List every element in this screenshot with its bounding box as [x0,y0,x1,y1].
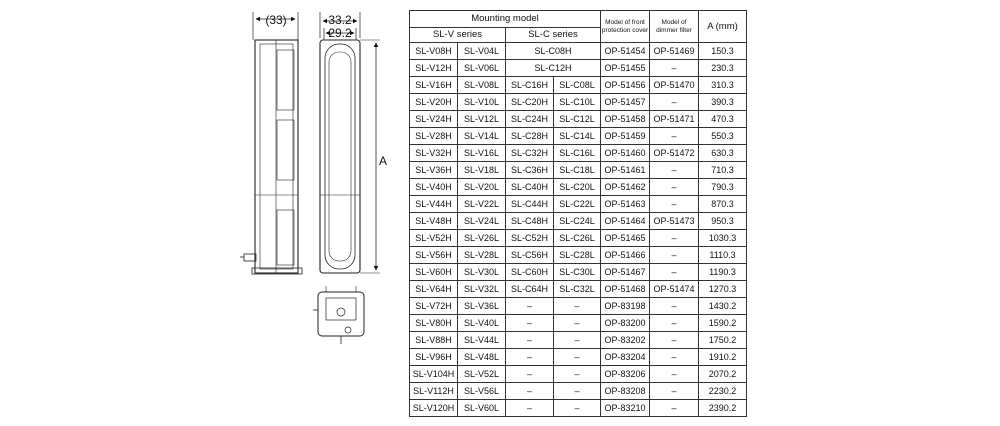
table-row [410,383,747,400]
cell-slv-l-model: SL-V10L [458,94,506,111]
cell-slv-h-model: SL-V72H [410,298,458,315]
cell-front-cover-model: OP-51458 [601,111,650,128]
cell-dimmer-filter-model: – [650,162,699,179]
cell-a-mm: 1110.3 [699,247,747,264]
cell-a-mm: 470.3 [699,111,747,128]
cell-slc-l-model: – [554,315,601,332]
cell-slv-l-model: SL-V52L [458,366,506,383]
cell-slc-model: SL-C12H [506,60,601,77]
cell-a-mm: 550.3 [699,128,747,145]
cell-slv-h-model: SL-V80H [410,315,458,332]
cell-slc-l-model: SL-C24L [554,213,601,230]
cell-front-cover-model: OP-51463 [601,196,650,213]
cell-a-mm: 1270.3 [699,281,747,298]
cell-slc-h-model: SL-C36H [506,162,554,179]
cell-dimmer-filter-model: – [650,94,699,111]
cell-slv-l-model: SL-V60L [458,400,506,417]
table-row [410,128,747,145]
table-row [410,400,747,417]
cell-slc-h-model: SL-C48H [506,213,554,230]
cell-front-cover-model: OP-51467 [601,264,650,281]
cell-a-mm: 230.3 [699,60,747,77]
cell-slv-l-model: SL-V04L [458,43,506,60]
cell-slc-h-model: SL-C20H [506,94,554,111]
cell-slc-h-model: SL-C24H [506,111,554,128]
cell-slv-h-model: SL-V12H [410,60,458,77]
cell-front-cover-model: OP-51465 [601,230,650,247]
section-view [313,286,364,344]
cell-slv-l-model: SL-V22L [458,196,506,213]
cell-dimmer-filter-model: OP-51470 [650,77,699,94]
cell-slv-l-model: SL-V48L [458,349,506,366]
cell-dimmer-filter-model: – [650,400,699,417]
table-row [410,196,747,213]
cell-slv-l-model: SL-V28L [458,247,506,264]
cell-slv-h-model: SL-V56H [410,247,458,264]
cell-dimmer-filter-model: – [650,383,699,400]
cell-front-cover-model: OP-51468 [601,281,650,298]
cell-slv-l-model: SL-V24L [458,213,506,230]
cell-slc-l-model: SL-C10L [554,94,601,111]
cell-dimmer-filter-model: – [650,230,699,247]
cell-front-cover-model: OP-51462 [601,179,650,196]
cell-slv-h-model: SL-V20H [410,94,458,111]
cell-a-mm: 2230.2 [699,383,747,400]
table-row [410,349,747,366]
dim-width-inner-label: 29.2 [328,26,352,40]
cell-slc-h-model: – [506,349,554,366]
cell-a-mm: 1750.2 [699,332,747,349]
cell-slv-h-model: SL-V48H [410,213,458,230]
cell-slv-h-model: SL-V16H [410,77,458,94]
table-row [410,332,747,349]
cell-dimmer-filter-model: – [650,349,699,366]
cell-slv-l-model: SL-V12L [458,111,506,128]
cell-front-cover-model: OP-83202 [601,332,650,349]
cell-front-cover-model: OP-51464 [601,213,650,230]
table-header-row [410,11,747,28]
cell-dimmer-filter-model: OP-51474 [650,281,699,298]
cell-slv-h-model: SL-V40H [410,179,458,196]
cell-slv-h-model: SL-V112H [410,383,458,400]
side-view [240,12,302,274]
cell-slv-h-model: SL-V96H [410,349,458,366]
cell-slc-l-model: – [554,349,601,366]
cell-slc-h-model: SL-C56H [506,247,554,264]
cell-slv-l-model: SL-V44L [458,332,506,349]
cell-a-mm: 2070.2 [699,366,747,383]
cell-slv-h-model: SL-V52H [410,230,458,247]
cell-slc-l-model: SL-C22L [554,196,601,213]
cell-slv-h-model: SL-V08H [410,43,458,60]
header-slc-series: SL-C series [506,28,601,43]
table-row [410,111,747,128]
cell-dimmer-filter-model: – [650,332,699,349]
model-table [409,10,747,417]
cell-a-mm: 790.3 [699,179,747,196]
cell-slv-l-model: SL-V16L [458,145,506,162]
table-row [410,264,747,281]
header-slv-series: SL-V series [410,28,506,43]
table-row [410,230,747,247]
cell-slc-l-model: SL-C20L [554,179,601,196]
cell-dimmer-filter-model: – [650,196,699,213]
cell-slc-h-model: SL-C60H [506,264,554,281]
table-row [410,213,747,230]
table-row [410,366,747,383]
cell-front-cover-model: OP-51460 [601,145,650,162]
cell-front-cover-model: OP-83206 [601,366,650,383]
cell-slc-l-model: – [554,400,601,417]
cell-dimmer-filter-model: – [650,298,699,315]
cell-a-mm: 1590.2 [699,315,747,332]
cell-slc-l-model: SL-C28L [554,247,601,264]
cell-slc-h-model: SL-C32H [506,145,554,162]
cell-slv-l-model: SL-V08L [458,77,506,94]
cell-slv-h-model: SL-V24H [410,111,458,128]
cell-slc-h-model: – [506,366,554,383]
cell-a-mm: 710.3 [699,162,747,179]
cell-slv-h-model: SL-V60H [410,264,458,281]
cell-slv-h-model: SL-V36H [410,162,458,179]
cell-front-cover-model: OP-83198 [601,298,650,315]
header-a-mm: A (mm) [699,11,747,43]
cell-slc-h-model: SL-C64H [506,281,554,298]
cell-dimmer-filter-model: – [650,366,699,383]
cell-dimmer-filter-model: – [650,128,699,145]
table-row [410,77,747,94]
cell-slc-h-model: – [506,400,554,417]
cell-slc-l-model: SL-C30L [554,264,601,281]
table-row [410,281,747,298]
cell-a-mm: 950.3 [699,213,747,230]
cell-slc-l-model: SL-C08L [554,77,601,94]
cell-front-cover-model: OP-51455 [601,60,650,77]
table-row [410,145,747,162]
cell-slc-l-model: SL-C26L [554,230,601,247]
cell-slv-l-model: SL-V32L [458,281,506,298]
table-row [410,315,747,332]
header-dimmer-filter: Model of dimmer filter [650,11,699,43]
table-row [410,43,747,60]
cell-slc-h-model: SL-C16H [506,77,554,94]
cell-dimmer-filter-model: – [650,264,699,281]
cell-dimmer-filter-model: – [650,60,699,77]
table-row [410,60,747,77]
dim-length-label: A [378,154,388,168]
cell-slv-h-model: SL-V32H [410,145,458,162]
header-mounting-model: Mounting model [410,11,601,28]
cell-front-cover-model: OP-51456 [601,77,650,94]
cell-slv-l-model: SL-V14L [458,128,506,145]
cell-slc-h-model: SL-C52H [506,230,554,247]
cell-dimmer-filter-model: OP-51469 [650,43,699,60]
cell-slv-l-model: SL-V20L [458,179,506,196]
cell-a-mm: 150.3 [699,43,747,60]
cell-slc-h-model: SL-C40H [506,179,554,196]
cell-a-mm: 630.3 [699,145,747,162]
cell-front-cover-model: OP-51454 [601,43,650,60]
cell-a-mm: 870.3 [699,196,747,213]
cell-dimmer-filter-model: – [650,247,699,264]
cell-slc-h-model: – [506,298,554,315]
cell-slc-l-model: SL-C14L [554,128,601,145]
dim-width-outer-label: 33.2 [328,13,352,27]
cell-slv-l-model: SL-V56L [458,383,506,400]
table-row [410,179,747,196]
cell-front-cover-model: OP-83210 [601,400,650,417]
cell-slv-h-model: SL-V64H [410,281,458,298]
cell-slc-l-model: – [554,366,601,383]
cell-slc-h-model: SL-C44H [506,196,554,213]
cell-slv-h-model: SL-V28H [410,128,458,145]
cell-slc-h-model: – [506,383,554,400]
cell-slv-h-model: SL-V88H [410,332,458,349]
cell-slc-h-model: – [506,332,554,349]
cell-slc-l-model: SL-C32L [554,281,601,298]
cell-front-cover-model: OP-83204 [601,349,650,366]
cell-dimmer-filter-model: – [650,315,699,332]
cell-slv-l-model: SL-V26L [458,230,506,247]
drawing-svg [230,0,400,426]
dimension-drawing [230,0,400,426]
cell-front-cover-model: OP-83208 [601,383,650,400]
cell-slc-l-model: SL-C12L [554,111,601,128]
cell-a-mm: 1430.2 [699,298,747,315]
dim-depth-label: (33) [265,13,287,27]
cell-slv-h-model: SL-V120H [410,400,458,417]
cell-dimmer-filter-model: – [650,179,699,196]
cell-slv-l-model: SL-V40L [458,315,506,332]
cell-slc-l-model: – [554,298,601,315]
cell-front-cover-model: OP-51457 [601,94,650,111]
cell-slv-l-model: SL-V06L [458,60,506,77]
cell-slc-h-model: – [506,315,554,332]
cell-slv-l-model: SL-V36L [458,298,506,315]
cell-a-mm: 1030.3 [699,230,747,247]
table-row [410,247,747,264]
table-row [410,162,747,179]
cell-a-mm: 1190.3 [699,264,747,281]
cell-front-cover-model: OP-51459 [601,128,650,145]
cell-a-mm: 1910.2 [699,349,747,366]
cell-front-cover-model: OP-83200 [601,315,650,332]
cell-dimmer-filter-model: OP-51471 [650,111,699,128]
cell-slv-l-model: SL-V30L [458,264,506,281]
cell-slc-h-model: SL-C28H [506,128,554,145]
cell-dimmer-filter-model: OP-51472 [650,145,699,162]
table-row [410,94,747,111]
cell-slc-l-model: SL-C16L [554,145,601,162]
front-view [320,12,380,273]
cell-a-mm: 310.3 [699,77,747,94]
table-row [410,298,747,315]
cell-front-cover-model: OP-51461 [601,162,650,179]
header-front-cover: Model of front protection cover [601,11,650,43]
cell-slc-l-model: – [554,332,601,349]
cell-slv-l-model: SL-V18L [458,162,506,179]
cell-slc-l-model: SL-C18L [554,162,601,179]
cell-a-mm: 390.3 [699,94,747,111]
cell-slc-model: SL-C08H [506,43,601,60]
cell-a-mm: 2390.2 [699,400,747,417]
cell-slv-h-model: SL-V104H [410,366,458,383]
cell-slv-h-model: SL-V44H [410,196,458,213]
cell-front-cover-model: OP-51466 [601,247,650,264]
table-body [410,43,747,417]
cell-slc-l-model: – [554,383,601,400]
cell-dimmer-filter-model: OP-51473 [650,213,699,230]
